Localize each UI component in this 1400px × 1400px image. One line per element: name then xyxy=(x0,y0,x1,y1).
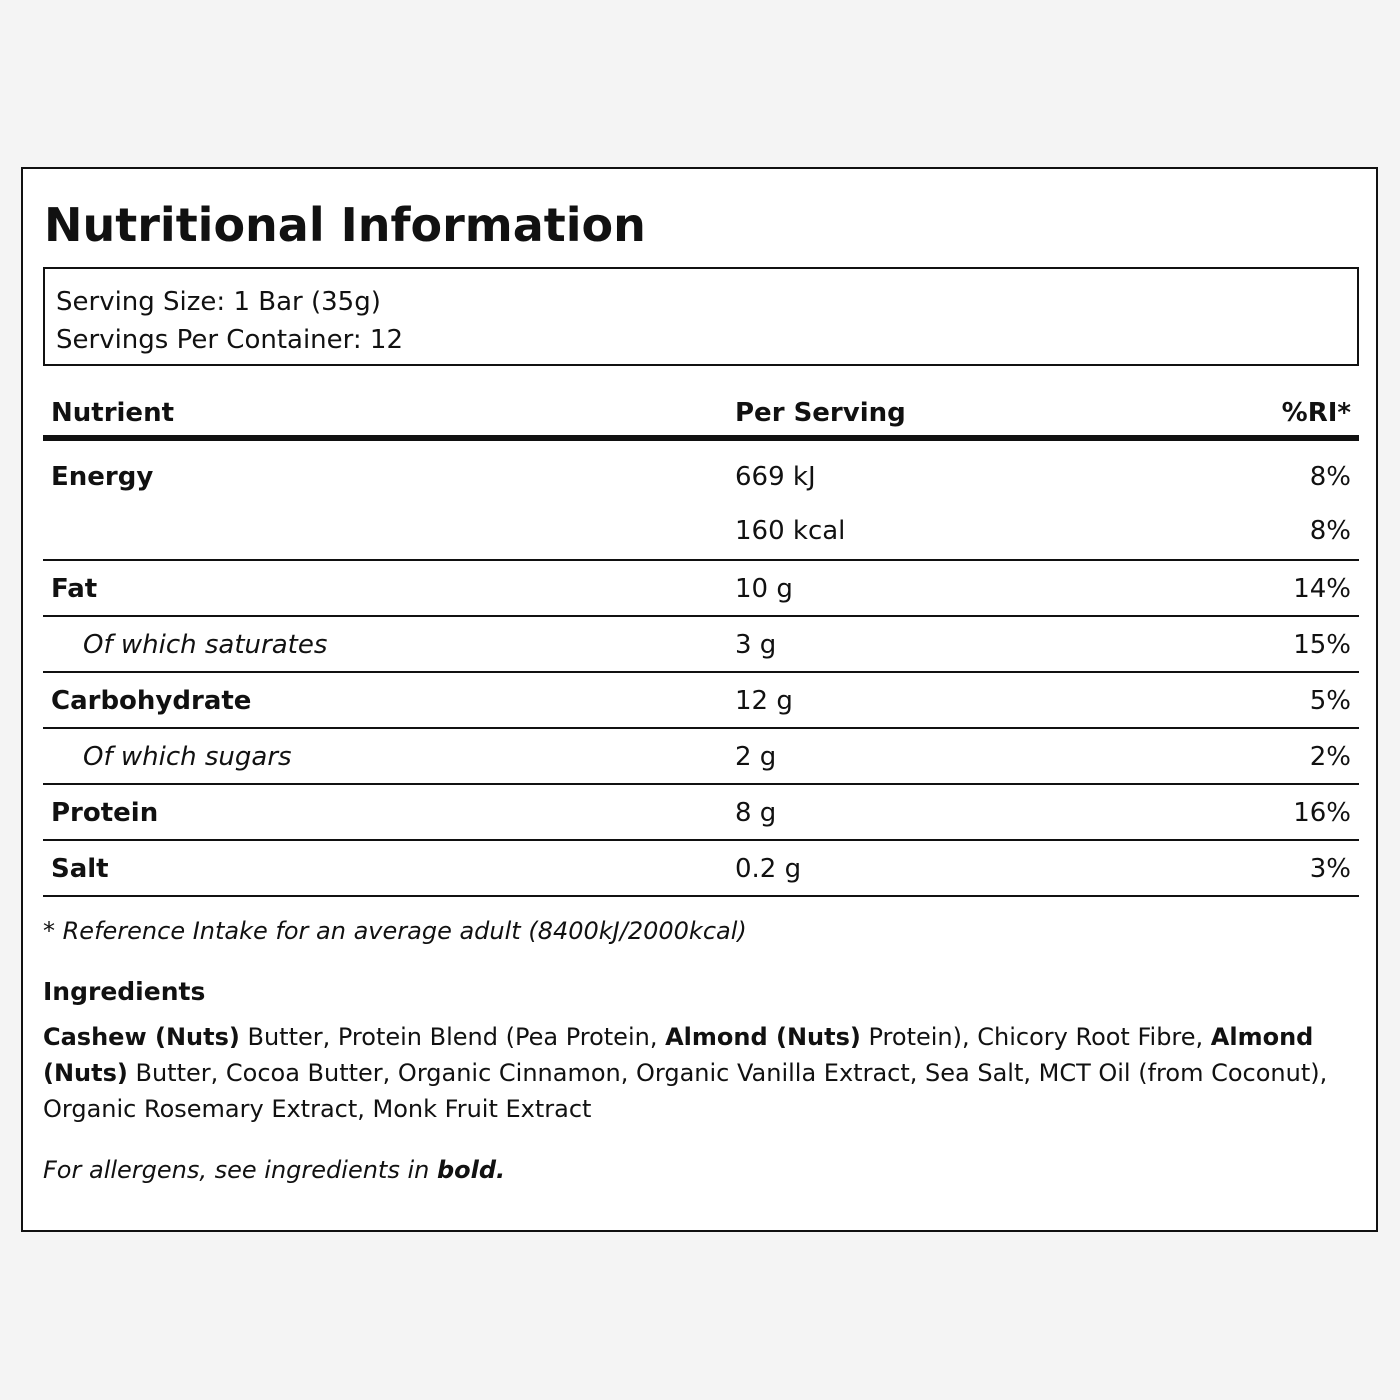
table-row-saturates xyxy=(43,617,1359,673)
servings-per-container: Servings Per Container: 12 xyxy=(56,325,404,355)
page-title: Nutritional Information xyxy=(44,198,646,252)
ingredients-segment: Butter, Protein Blend (Pea Protein, xyxy=(239,1023,666,1051)
nutrient-name: Protein xyxy=(51,798,159,828)
reference-intake-footnote: * Reference Intake for an average adult (8400kJ/2000kcal) xyxy=(43,917,747,945)
ingredients-segment: Butter, Cocoa Butter, Organic Cinnamon, Organic Vanilla Extract, Sea Salt, MCT Oil (from Coconut), Organic Rosemary Extract, Monk Fruit Extract xyxy=(43,1059,1328,1123)
allergen-note-text: For allergens, see ingredients in xyxy=(43,1156,437,1184)
table-row-sugars xyxy=(43,729,1359,785)
allergen-almond: Almond (Nuts) xyxy=(43,1023,1314,1087)
ingredients-text xyxy=(43,1019,1343,1127)
nutrient-name: Salt xyxy=(51,854,109,884)
nutrition-table xyxy=(43,391,1359,897)
header-per-serving: Per Serving xyxy=(735,398,906,428)
table-row-protein xyxy=(43,785,1359,841)
ri-value: 15% xyxy=(1293,630,1351,660)
per-serving-value: 12 g xyxy=(735,686,793,716)
allergen-cashew: Cashew (Nuts) xyxy=(43,1023,240,1051)
serving-info-box xyxy=(43,267,1359,366)
per-serving-value: 8 g xyxy=(735,798,777,828)
per-serving-value: 2 g xyxy=(735,742,777,772)
table-row-energy xyxy=(43,441,1359,561)
per-serving-value: 3 g xyxy=(735,630,777,660)
energy-kcal-value: 160 kcal xyxy=(735,516,846,546)
energy-kj-ri: 8% xyxy=(1309,462,1351,492)
header-nutrient: Nutrient xyxy=(51,398,175,428)
ri-value: 5% xyxy=(1309,686,1351,716)
per-serving-value: 0.2 g xyxy=(735,854,802,884)
ingredients-segment: Protein), Chicory Root Fibre, xyxy=(860,1023,1211,1051)
nutrient-name: Of which saturates xyxy=(83,630,328,660)
header-ri: %RI* xyxy=(1281,398,1351,428)
allergen-note xyxy=(43,1153,505,1187)
table-row-carbohydrate xyxy=(43,673,1359,729)
energy-kj-value: 669 kJ xyxy=(735,462,816,492)
nutrient-name: Of which sugars xyxy=(83,742,292,772)
table-row-fat xyxy=(43,561,1359,617)
ri-value: 14% xyxy=(1293,574,1351,604)
nutrient-name: Carbohydrate xyxy=(51,686,252,716)
table-row-salt xyxy=(43,841,1359,897)
energy-kcal-ri: 8% xyxy=(1309,516,1351,546)
nutrition-panel xyxy=(21,167,1378,1232)
nutrient-name: Fat xyxy=(51,574,98,604)
allergen-note-emphasis: bold. xyxy=(436,1156,506,1184)
nutrient-name: Energy xyxy=(51,462,154,492)
table-header-row xyxy=(43,391,1359,441)
ri-value: 2% xyxy=(1309,742,1351,772)
ri-value: 3% xyxy=(1309,854,1351,884)
per-serving-value: 10 g xyxy=(735,574,793,604)
allergen-almond: Almond (Nuts) xyxy=(665,1023,861,1051)
ingredients-heading: Ingredients xyxy=(43,977,206,1006)
ri-value: 16% xyxy=(1293,798,1351,828)
serving-size: Serving Size: 1 Bar (35g) xyxy=(56,287,381,317)
